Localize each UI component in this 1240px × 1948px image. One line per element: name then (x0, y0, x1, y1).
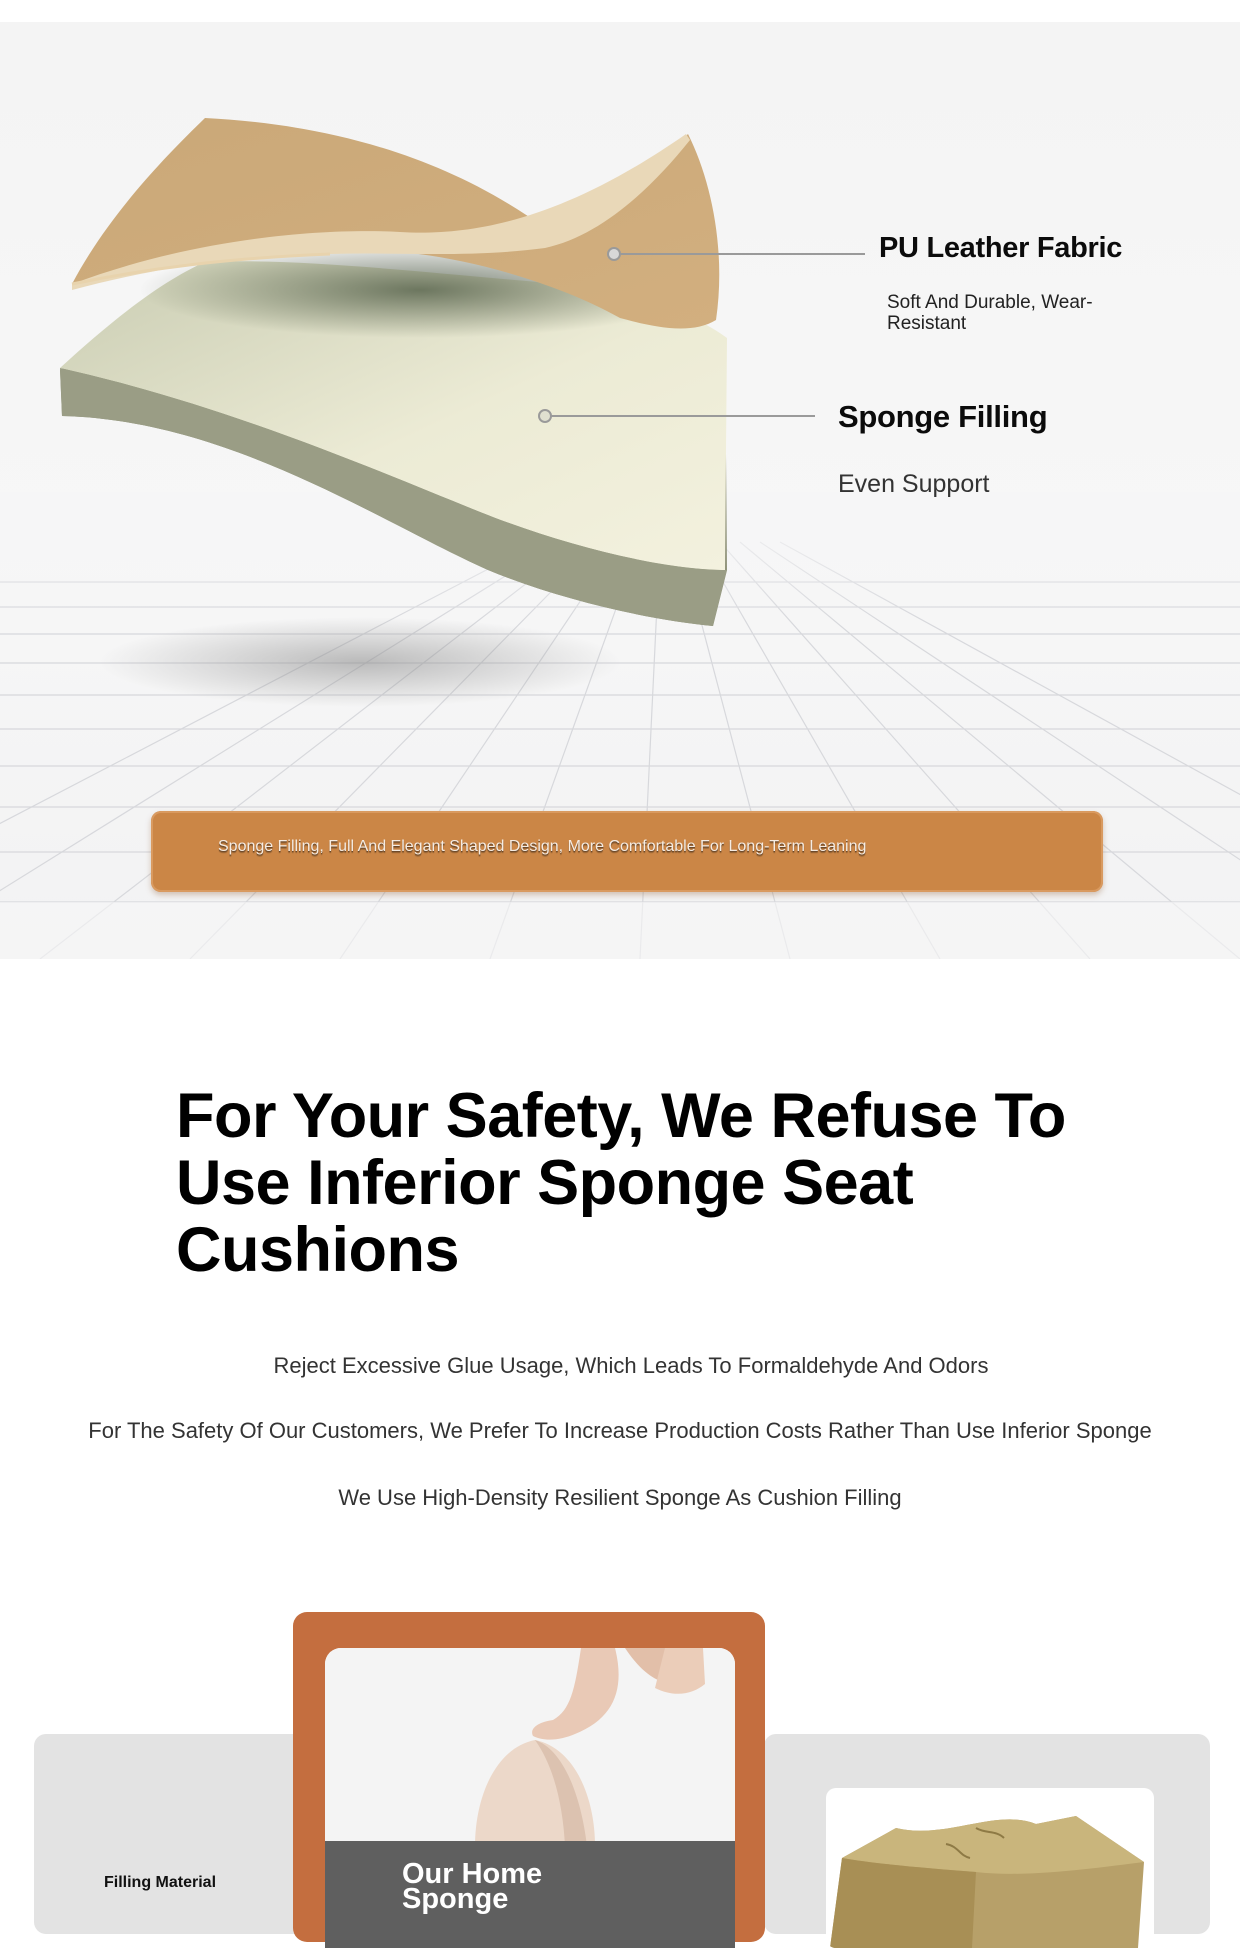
filling-material-label: Filling Material (104, 1874, 217, 1891)
comparison-left-panel (34, 1734, 334, 1934)
fabric-title: PU Leather Fabric (879, 232, 1123, 264)
our-sponge-title: Our Home Sponge (402, 1858, 543, 1915)
safety-line-3: We Use High-Density Resilient Sponge As Cushion Filling (338, 1485, 902, 1510)
feature-banner (151, 811, 1103, 892)
inferior-sponge-image (826, 1788, 1154, 1948)
fabric-description: Soft And Durable, Wear-Resistant (887, 292, 1093, 334)
filling-title: Sponge Filling (838, 399, 1048, 434)
material-hero (0, 22, 1240, 959)
inferior-sponge-illustration (826, 1788, 1154, 1948)
safety-line-1: Reject Excessive Glue Usage, Which Leads To Formaldehyde And Odors (273, 1353, 989, 1378)
banner-text: Sponge Filling, Full And Elegant Shaped Design, More Comfortable For Long-Term Leaning (218, 838, 867, 855)
finger-press-sponge-illustration (325, 1648, 735, 1848)
safety-heading: For Your Safety, We Refuse To Use Inferior Sponge Seat Cushions (176, 1081, 1066, 1285)
filling-description: Even Support (838, 470, 990, 498)
safety-line-2: For The Safety Of Our Customers, We Prefer To Increase Production Costs Rather Than Use Inferior Sponge (88, 1418, 1152, 1443)
